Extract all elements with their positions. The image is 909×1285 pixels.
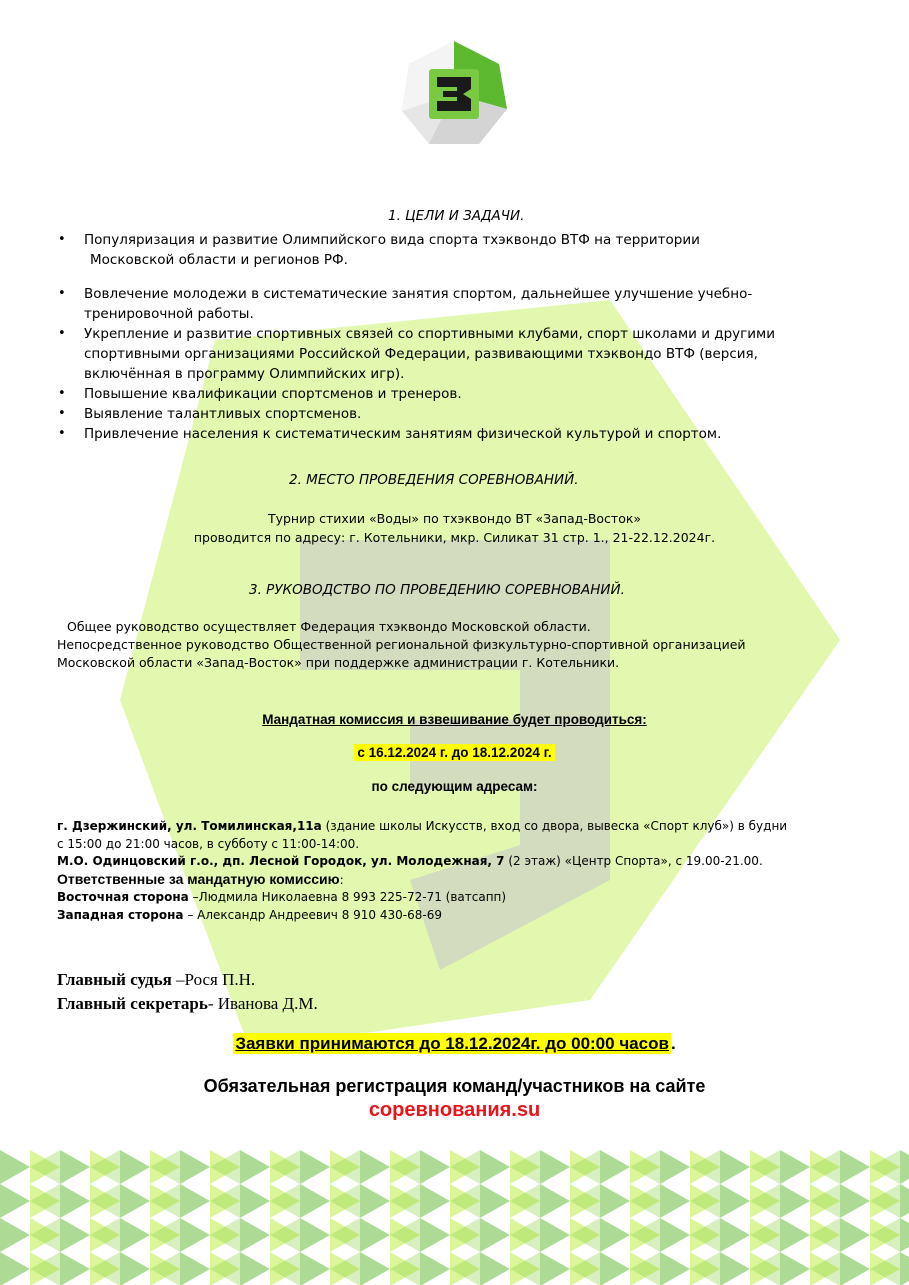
judges-block (57, 968, 318, 1016)
list-item: • Вовлечение молодежи в систематические занятия спортом, дальнейшее улучшение учебно- тренировочной работы. (58, 284, 858, 324)
list-item: • Выявление талантливых спортсменов. (58, 404, 858, 424)
address-1: г. Дзержинский, ул. Томилинская,11а (здание школы Искусств, вход со двора, вывеска «Спорт клуб») в будни (57, 819, 788, 833)
mandate-title: Мандатная комиссия и взвешивание будет проводиться: (262, 712, 647, 727)
addresses-block: г. Дзержинский, ул. Томилинская,11а (здание школы Искусств, вход со двора, вывеска «Спорт клуб») в будни с 15:00 до 21:00 часов, в субботу с 11:00-14:00. М.О. Одинцовский г.о., дп. Лесной Городок, ул. Молодежная, 7 (2 этаж) «Центр Спорта», с 19.00-21.00. Ответственные за мандатную комиссию: Восточная сторона –Людмила Николаевна 8 993 225-72-71 (ватсапп) Западная сторона – Александр Андреевич 8 910 430-68-69 (57, 818, 857, 924)
mandate-dates: с 16.12.2024 г. до 18.12.2024 г. (0, 745, 909, 760)
application-deadline: Заявки принимаются до 18.12.2024г. до 00:00 часов . (235, 1034, 676, 1053)
goals-list (58, 230, 858, 444)
registration-site-link[interactable]: соревнования.su (368, 1099, 541, 1121)
responsible-title: Ответственные за мандатную комиссию: (57, 870, 344, 887)
chief-secretary: Главный секретарь- Иванова Д.М. (57, 994, 318, 1013)
venue-info: Турнир стихии «Воды» по тхэквондо ВТ «Запад-Восток» проводится по адресу: г. Котельники, мкр. Силикат 31 стр. 1., 21-22.12.2024г. (193, 511, 716, 545)
list-item: • Привлечение населения к систематическим занятиям физической культурой и спортом. (58, 424, 858, 444)
list-item: • Повышение квалификации спортсменов и тренеров. (58, 384, 858, 404)
section-1-title: 1. ЦЕЛИ И ЗАДАЧИ. (388, 208, 525, 224)
section-2-title: 2. МЕСТО ПРОВЕДЕНИЯ СОРЕВНОВАНИЙ. (289, 472, 579, 488)
contact-east: Восточная сторона –Людмила Николаевна 8 993 225-72-71 (ватсапп) (57, 890, 507, 904)
list-item: • Укрепление и развитие спортивных связей со спортивными клубами, спорт школами и другими спортивными организациями Российской Федерации, развивающими тхэквондо ВТФ (версия, включённая в программу Олимпийских игр). (58, 324, 858, 384)
list-item: • Популяризация и развитие Олимпийского вида спорта тхэквондо ВТФ на территории Московской области и регионов РФ. (58, 230, 858, 270)
contact-west: Западная сторона – Александр Андреевич 8 910 430-68-69 (57, 907, 442, 922)
leadership-info: Общее руководство осуществляет Федерация тхэквондо Московской области. Непосредственное руководство Общественной региональной физкультурно-спортивной организацией Московской области «Запад-Восток» при поддержке администрации г. Котельники. (57, 619, 746, 670)
registration-notice: Обязательная регистрация команд/участников на сайте соревнования.su (0, 1074, 909, 1122)
mandate-addresses-label: по следующим адресам: (371, 779, 538, 794)
chief-judge: Главный судья –Рося П.Н. (57, 970, 256, 989)
taekwondo-club-logo-icon (399, 39, 509, 149)
address-2: М.О. Одинцовский г.о., дп. Лесной Городок, ул. Молодежная, 7 (2 этаж) «Центр Спорта», с 19.00-21.00. (57, 854, 763, 868)
section-3-title: 3. РУКОВОДСТВО ПО ПРОВЕДЕНИЮ СОРЕВНОВАНИЙ. (249, 582, 625, 598)
